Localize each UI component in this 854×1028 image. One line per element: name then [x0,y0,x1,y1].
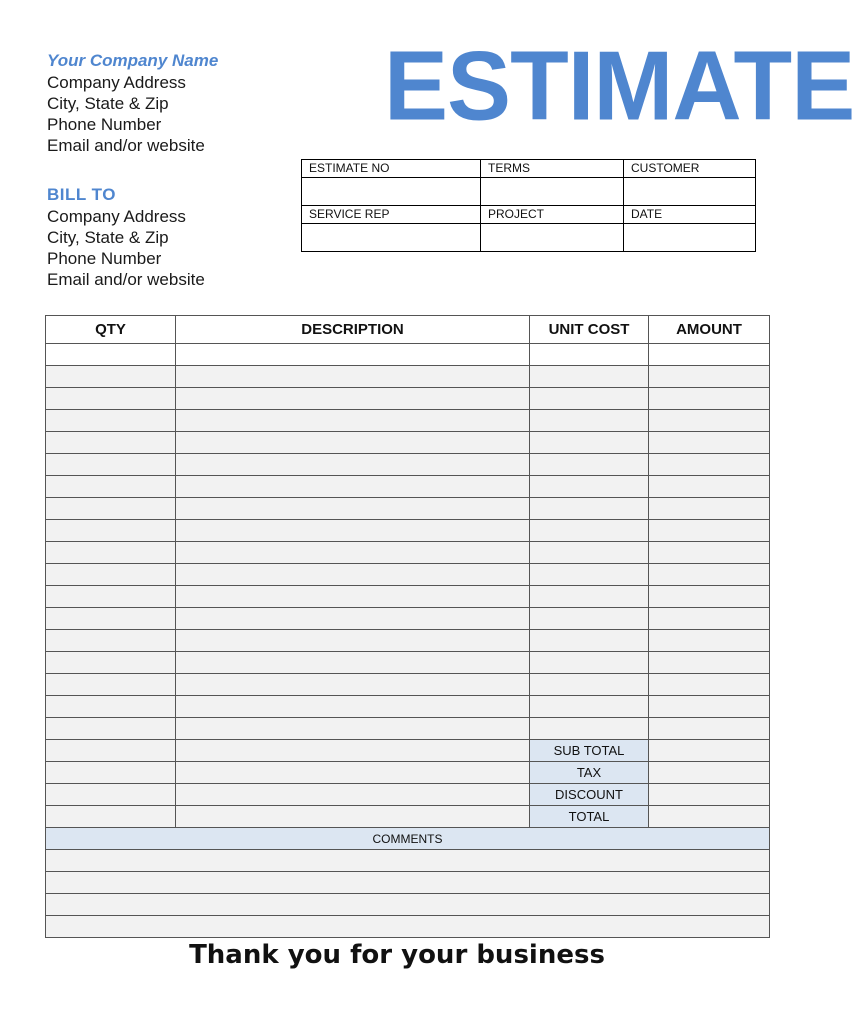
description-cell[interactable] [176,630,530,652]
service-rep-field[interactable] [302,224,481,252]
description-cell[interactable] [176,608,530,630]
item-cell[interactable] [46,740,176,762]
unit-cost-cell[interactable] [530,586,649,608]
description-cell[interactable] [176,410,530,432]
unit-cost-cell[interactable] [530,498,649,520]
project-field[interactable] [481,224,624,252]
terms-field[interactable] [481,178,624,206]
qty-cell[interactable] [46,542,176,564]
line-item-row [46,608,770,630]
unit-cost-cell[interactable] [530,718,649,740]
line-item-row [46,498,770,520]
description-cell[interactable] [176,388,530,410]
unit-cost-header: UNIT COST [530,316,649,344]
qty-cell[interactable] [46,608,176,630]
thank-you-message: Thank you for your business [189,940,605,970]
unit-cost-cell[interactable] [530,432,649,454]
item-cell[interactable] [46,762,176,784]
line-item-row [46,542,770,564]
subtotal-label: SUB TOTAL [530,740,649,762]
subtotal-row [46,740,770,762]
unit-cost-cell[interactable] [530,674,649,696]
total-row [46,806,770,828]
qty-cell[interactable] [46,564,176,586]
unit-cost-cell[interactable] [530,388,649,410]
comment-line[interactable] [46,850,770,872]
amount-cell[interactable] [649,718,770,740]
description-cell[interactable] [176,674,530,696]
description-cell[interactable] [176,718,530,740]
unit-cost-cell[interactable] [530,608,649,630]
bill-to-address: Company Address [47,207,186,226]
line-item-row [46,432,770,454]
line-item-row [46,586,770,608]
terms-label: TERMS [481,160,624,178]
qty-cell[interactable] [46,410,176,432]
amount-cell[interactable] [649,542,770,564]
unit-cost-cell[interactable] [530,520,649,542]
qty-cell[interactable] [46,718,176,740]
line-item-row [46,388,770,410]
document-title [384,31,854,142]
bill-to-phone: Phone Number [47,249,162,268]
amount-cell[interactable] [649,586,770,608]
unit-cost-cell[interactable] [530,344,649,366]
item-cell[interactable] [176,784,530,806]
line-items-body [46,344,770,740]
description-cell[interactable] [176,476,530,498]
estimate-no-label: ESTIMATE NO [302,160,481,178]
amount-cell[interactable] [649,366,770,388]
company-city: City, State & Zip [47,94,169,113]
bill-to-block [47,184,205,290]
bill-to-email: Email and/or website [47,270,205,289]
line-item-row [46,520,770,542]
unit-cost-cell[interactable] [530,564,649,586]
line-item-row [46,366,770,388]
bill-to-city: City, State & Zip [47,228,169,247]
qty-cell[interactable] [46,432,176,454]
line-items-table [45,315,770,938]
date-label: DATE [624,206,756,224]
amount-cell[interactable] [649,388,770,410]
qty-cell[interactable] [46,476,176,498]
amount-cell[interactable] [649,696,770,718]
qty-cell[interactable] [46,388,176,410]
description-cell[interactable] [176,432,530,454]
tax-label: TAX [530,762,649,784]
customer-label: CUSTOMER [624,160,756,178]
description-cell[interactable] [176,696,530,718]
company-name: Your Company Name [47,51,219,70]
description-cell[interactable] [176,652,530,674]
description-cell[interactable] [176,454,530,476]
item-cell[interactable] [176,740,530,762]
amount-cell[interactable] [649,476,770,498]
line-item-row [46,564,770,586]
comments-body [46,850,770,938]
line-item-row [46,454,770,476]
amount-cell[interactable] [649,608,770,630]
company-block [47,50,218,156]
qty-cell[interactable] [46,454,176,476]
comments-label: COMMENTS [46,828,770,850]
total-value[interactable] [649,806,770,828]
comment-row [46,894,770,916]
qty-cell[interactable] [46,366,176,388]
comment-line[interactable] [46,894,770,916]
description-cell[interactable] [176,498,530,520]
comment-row [46,916,770,938]
amount-cell[interactable] [649,454,770,476]
amount-cell[interactable] [649,630,770,652]
comment-row [46,850,770,872]
discount-label: DISCOUNT [530,784,649,806]
amount-cell[interactable] [649,520,770,542]
service-rep-label: SERVICE REP [302,206,481,224]
project-label: PROJECT [481,206,624,224]
qty-cell[interactable] [46,630,176,652]
amount-cell[interactable] [649,498,770,520]
unit-cost-cell[interactable] [530,476,649,498]
company-phone: Phone Number [47,115,162,134]
amount-cell[interactable] [649,674,770,696]
amount-cell[interactable] [649,432,770,454]
description-header: DESCRIPTION [176,316,530,344]
total-label: TOTAL [530,806,649,828]
unit-cost-cell[interactable] [530,696,649,718]
line-item-row [46,630,770,652]
qty-header: QTY [46,316,176,344]
comments-header-row [46,828,770,850]
unit-cost-cell[interactable] [530,454,649,476]
amount-header: AMOUNT [649,316,770,344]
unit-cost-cell[interactable] [530,542,649,564]
bill-to-title: BILL TO [47,185,116,204]
discount-value[interactable] [649,784,770,806]
unit-cost-cell[interactable] [530,366,649,388]
line-item-row [46,674,770,696]
qty-cell[interactable] [46,498,176,520]
amount-cell[interactable] [649,564,770,586]
item-cell[interactable] [176,806,530,828]
qty-cell[interactable] [46,344,176,366]
company-address: Company Address [47,73,186,92]
item-cell[interactable] [46,784,176,806]
amount-cell[interactable] [649,652,770,674]
description-cell[interactable] [176,564,530,586]
estimate-no-field[interactable] [302,178,481,206]
unit-cost-cell[interactable] [530,630,649,652]
amount-cell[interactable] [649,410,770,432]
estimate-title-text: ESTIMATE [384,31,854,142]
qty-cell[interactable] [46,696,176,718]
subtotal-value[interactable] [649,740,770,762]
description-cell[interactable] [176,586,530,608]
amount-cell[interactable] [649,344,770,366]
line-item-row [46,696,770,718]
customer-field[interactable] [624,178,756,206]
unit-cost-cell[interactable] [530,410,649,432]
qty-cell[interactable] [46,652,176,674]
company-email: Email and/or website [47,136,205,155]
qty-cell[interactable] [46,674,176,696]
description-cell[interactable] [176,542,530,564]
line-item-row [46,476,770,498]
discount-row [46,784,770,806]
tax-value[interactable] [649,762,770,784]
line-item-row [46,410,770,432]
qty-cell[interactable] [46,586,176,608]
tax-row [46,762,770,784]
totals-section [46,740,770,850]
unit-cost-cell[interactable] [530,652,649,674]
item-cell[interactable] [46,806,176,828]
description-cell[interactable] [176,344,530,366]
item-cell[interactable] [176,762,530,784]
line-item-row [46,652,770,674]
comment-line[interactable] [46,916,770,938]
estimate-info-table [301,159,756,252]
date-field[interactable] [624,224,756,252]
qty-cell[interactable] [46,520,176,542]
line-item-row [46,718,770,740]
comment-line[interactable] [46,872,770,894]
comment-row [46,872,770,894]
description-cell[interactable] [176,366,530,388]
description-cell[interactable] [176,520,530,542]
line-item-row [46,344,770,366]
